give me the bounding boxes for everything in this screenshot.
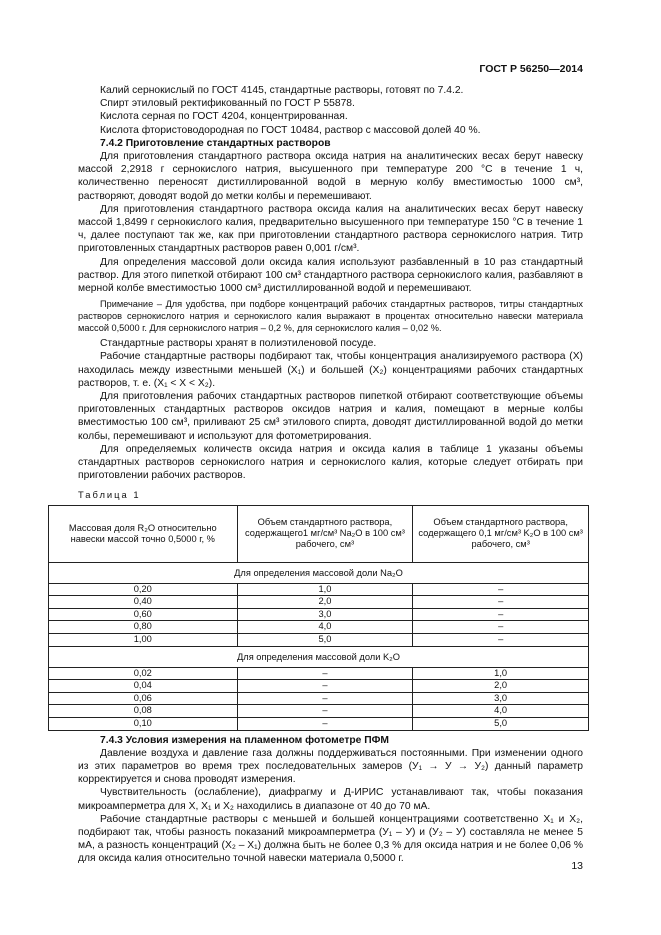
table-cell: – [413,621,589,634]
paragraphs-after-table [78,734,583,866]
paragraph: Чувствительность (ослабление), диафрагму и Д-ИРИС устанавливают так, чтобы показания микроамперметра для X, X₁ и X₂ находились в диапазоне от 40 до 70 мА. [78,787,583,812]
table-header-cell: Массовая доля R₂O относительно навески массой точно 0,5000 г, % [49,505,238,562]
page-number: 13 [571,860,583,872]
table-caption: Таблица 1 [78,489,141,501]
table-row [49,583,589,596]
table-cell: – [413,596,589,609]
table-cell: 0,04 [49,680,238,693]
paragraph: 7.4.3 Условия измерения на пламенном фотометре ПФМ [100,734,390,746]
table-cell: 0,10 [49,718,238,731]
table-row [49,634,589,647]
table-row [49,718,589,731]
paragraph: Стандартные растворы хранят в полиэтиленовой посуде. [100,338,377,350]
table-section-row [49,562,589,583]
table-cell: 4,0 [413,705,589,718]
table-section-title: Для определения массовой доли K₂O [49,646,589,667]
table-row [49,667,589,680]
table-1 [48,505,589,731]
document-header: ГОСТ Р 56250—2014 [479,63,583,75]
table-cell: 0,06 [49,692,238,705]
paragraph: Для определяемых количеств оксида натрия и оксида калия в таблице 1 указаны объемы стандартных растворов сернокислого натрия и сернокислого калия, которые следует отбирать при приготовлении рабочих растворов. [78,443,583,482]
paragraph: Для приготовления стандартного раствора оксида натрия на аналитических весах берут навеску массой 2,2918 г сернокислого натрия, высушенного при температуре 200 °С в течение 1 ч, количественно переносят дистиллированной водой в мерную колбу вместимостью 1000 см³, растворяют, доводят водой до метки колбы и перемешивают. [78,151,583,202]
paragraph: Рабочие стандартные растворы подбирают так, чтобы концентрация анализируемого раствора (X) находилась между известными меньшей (X₁) и большей (X₂) концентрациями рабочих стандартных растворов, т. е. (X₁ < X < X₂). [78,351,583,389]
table-header-row [49,505,589,562]
table-row [49,596,589,609]
table-cell: 3,0 [237,608,413,621]
table-cell: 2,0 [413,680,589,693]
paragraph: Для определения массовой доли оксида калия используют разбавленный в 10 раз стандартный раствор. Для этого пипеткой отбирают 100 см³ стандартного раствора сернокислого калия, разбавляют в мерной колбе вместимостью 1000 см³ дистиллированной водой и перемешивают. [78,256,583,295]
table-cell: 1,0 [237,583,413,596]
table-cell: – [413,583,589,596]
table-cell: 4,0 [237,621,413,634]
paragraph: Примечание – Для удобства, при подборе концентраций рабочих стандартных растворов, титры стандартных растворов сернокислого натрия и сернокислого калия выражают в процентах относительно навески материала массой 0,5000 г. Для сернокислого натрия – 0,2 %, для сернокислого калия – 0,02 %. [78,299,583,334]
table-header-cell: Объем стандартного раствора, содержащего1 мг/см³ Na₂O в 100 см³ рабочего, см³ [237,505,413,562]
paragraph: Для приготовления рабочих стандартных растворов пипеткой отбирают соответствующие объемы приготовленных стандартных растворов оксидов натрия и калия, помещают в мерные колбы вместимостью 100 см³, приливают 25 см³ этилового спирта, доводят дистиллированной водой до метки колбы, перемешивают и используют для фотометрирования. [78,391,583,442]
table-cell: – [237,692,413,705]
paragraph: 7.4.2 Приготовление стандартных растворов [100,137,331,149]
table-cell: – [237,667,413,680]
table-cell: 0,80 [49,621,238,634]
table-row [49,621,589,634]
table-cell: 0,20 [49,583,238,596]
table-cell: 5,0 [237,634,413,647]
table-cell: 2,0 [237,596,413,609]
table-cell: 3,0 [413,692,589,705]
table-cell: – [413,608,589,621]
paragraph: Калий сернокислый по ГОСТ 4145, стандартные растворы, готовят по 7.4.2. [100,85,464,96]
table-cell: 0,02 [49,667,238,680]
paragraph: Кислота серная по ГОСТ 4204, концентрированная. [100,111,348,123]
paragraph: Рабочие стандартные растворы с меньшей и большей концентрациями соответственно X₁ и X₂, подбирают так, чтобы разность показаний микроамперметра (У₁ – У) и (У₂ – У) составляла не менее 5 мА, а разность концентраций (X₂ – X₁) должна быть не более 0,3 % для оксида натрия и не более 0,06 % для оксида калия относительно точной навески материала 0,5000 г. [78,813,583,865]
paragraph: Для приготовления стандартного раствора оксида калия на аналитических весах берут навеску массой 1,8499 г сернокислого калия, предварительно высушенного при температуре 150 °С в течение 1 ч, далее поступают так же, как при приготовлении стандартного раствора сернокислого натрия. Титр приготовленных стандартных растворов равен 0,001 г/см³. [78,203,583,255]
table-section-title: Для определения массовой доли Na₂O [49,562,589,583]
table-cell: 0,60 [49,608,238,621]
paragraph: Кислота фтористоводородная по ГОСТ 10484, раствор с массовой долей 40 %. [100,124,481,136]
table-row [49,692,589,705]
table-section-row [49,646,589,667]
table-row [49,608,589,621]
table-cell: 1,00 [49,634,238,647]
paragraph: Давление воздуха и давление газа должны поддерживаться постоянными. При изменении одного из этих параметров во время трех последовательных замеров (У₁ → У → У₂) данный параметр корректируется и снова проводят измерения. [78,747,583,786]
table-cell: – [413,634,589,647]
table-cell: 0,40 [49,596,238,609]
table-cell: – [237,718,413,731]
table-row [49,705,589,718]
table-cell: – [237,680,413,693]
paragraph: Спирт этиловый ректификованный по ГОСТ Р 55878. [100,98,355,110]
table-cell: 5,0 [413,718,589,731]
table-body [49,562,589,730]
document-body [68,84,583,866]
table-cell: – [237,705,413,718]
table-cell: 0,08 [49,705,238,718]
table-cell: 1,0 [413,667,589,680]
paragraphs-before-table [78,84,583,482]
table-row [49,680,589,693]
table-header-cell: Объем стандартного раствора, содержащего 0,1 мг/см³ K₂O в 100 см³ рабочего, см³ [413,505,589,562]
